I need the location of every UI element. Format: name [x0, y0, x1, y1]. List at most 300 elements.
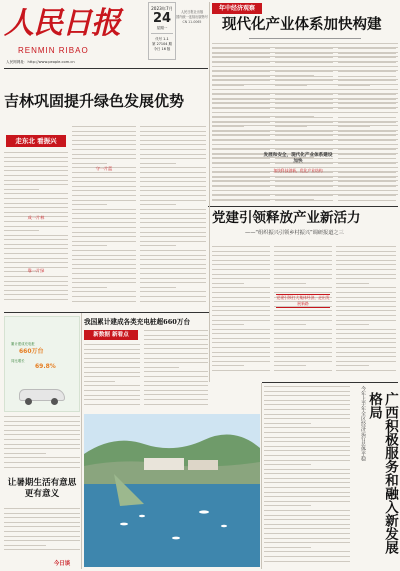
- text-line: [264, 391, 350, 392]
- text-line: [4, 425, 80, 426]
- text-line: [264, 515, 350, 516]
- text-line: [264, 469, 350, 470]
- text-line: [212, 195, 270, 196]
- text-line: [336, 255, 396, 256]
- text-line: [275, 177, 333, 178]
- text-line: [4, 517, 80, 518]
- text-line: [275, 89, 333, 90]
- lead-col-2: [72, 126, 136, 308]
- text-line: [336, 260, 396, 261]
- text-line: [338, 94, 396, 95]
- text-line: [275, 80, 333, 81]
- text-line: [274, 329, 332, 330]
- text-line: [338, 177, 396, 178]
- text-line: [264, 460, 350, 461]
- text-line: [275, 99, 333, 100]
- text-line: [336, 352, 396, 353]
- text-line: [4, 430, 80, 431]
- text-line: [212, 94, 270, 95]
- text-line: [4, 294, 68, 295]
- text-line: [4, 244, 68, 245]
- text-line: [336, 365, 369, 366]
- text-line: [264, 482, 350, 483]
- issue-line: 代号 1-1: [155, 36, 169, 41]
- issue-line: 今日 16 版: [153, 46, 171, 51]
- text-line: [212, 361, 270, 362]
- text-line: [338, 140, 396, 141]
- text-line: [212, 338, 270, 339]
- text-line: [72, 163, 107, 164]
- text-line: [4, 522, 80, 523]
- text-line: [338, 122, 396, 123]
- text-line: [212, 352, 270, 353]
- text-line: [338, 126, 370, 127]
- text-line: [274, 283, 306, 284]
- column-body: [4, 508, 80, 558]
- text-line: [4, 508, 80, 509]
- text-line: [275, 186, 333, 187]
- text-line: [212, 108, 270, 109]
- text-line: [275, 190, 333, 191]
- text-line: [338, 167, 370, 168]
- text-line: [72, 241, 136, 242]
- text-line: [4, 226, 68, 227]
- text-line: [212, 89, 270, 90]
- text-line: [72, 301, 136, 302]
- text-line: [212, 99, 270, 100]
- feature-col-2: [274, 246, 332, 376]
- text-line: [338, 190, 396, 191]
- text-line: [264, 501, 350, 502]
- text-line: [144, 371, 208, 372]
- text-line: [338, 48, 396, 49]
- text-line: [4, 198, 68, 199]
- text-line: [72, 149, 136, 150]
- text-line: [72, 250, 136, 251]
- text-line: [336, 251, 396, 252]
- text-line: [274, 356, 332, 357]
- text-line: [274, 320, 332, 321]
- text-line: [274, 246, 332, 247]
- text-line: [336, 287, 396, 288]
- text-line: [264, 561, 350, 562]
- text-line: [338, 99, 396, 100]
- text-line: [264, 441, 350, 442]
- text-line: [140, 154, 206, 155]
- text-line: [274, 333, 332, 334]
- text-line: [4, 290, 68, 291]
- text-line: [264, 386, 350, 387]
- text-line: [4, 157, 68, 158]
- text-line: [72, 140, 136, 141]
- article-column: [338, 48, 396, 206]
- text-line: [84, 390, 140, 391]
- text-line: [264, 478, 350, 479]
- text-line: [212, 144, 270, 145]
- text-line: [72, 209, 136, 210]
- text-line: [338, 71, 396, 72]
- text-line: [212, 264, 270, 265]
- text-line: [338, 135, 396, 136]
- masthead-url[interactable]: 人民网网址：http://www.people.com.cn: [6, 60, 75, 64]
- text-line: [144, 390, 208, 391]
- wheel-icon: [25, 398, 32, 405]
- text-line: [264, 409, 350, 410]
- section-tag: 年中经济观察: [212, 3, 262, 14]
- text-line: [212, 347, 270, 348]
- text-line: [264, 510, 350, 511]
- text-line: [264, 538, 350, 539]
- text-line: [264, 418, 350, 419]
- text-line: [264, 395, 350, 396]
- text-line: [275, 195, 333, 196]
- date-month: 2023年7月: [151, 6, 173, 11]
- text-line: [4, 416, 80, 417]
- text-line: [336, 278, 396, 279]
- text-line: [72, 278, 136, 279]
- date-day: 24: [152, 11, 172, 26]
- issue-line: 国内统一连续出版物号: [176, 15, 208, 19]
- text-line: [4, 193, 68, 194]
- text-line: [72, 131, 136, 132]
- mid-box-title[interactable]: 发展和安全，现代化产业体系建设加快: [263, 153, 333, 164]
- text-line: [72, 158, 136, 159]
- text-line: [84, 404, 140, 405]
- text-line: [336, 329, 396, 330]
- text-line: [338, 172, 396, 173]
- feature-headline[interactable]: 党建引领释放产业新活力: [212, 210, 361, 226]
- text-line: [4, 540, 80, 541]
- text-line: [338, 149, 396, 150]
- text-line: [212, 320, 270, 321]
- text-line: [144, 367, 179, 368]
- text-line: [264, 455, 350, 456]
- text-line: [72, 222, 136, 223]
- text-line: [338, 181, 396, 182]
- masthead-logo: 人民日报: [4, 6, 120, 41]
- text-line: [338, 158, 396, 159]
- mid-box-title2: 加快科技创新，优化产业结构: [273, 168, 323, 173]
- text-line: [72, 144, 136, 145]
- text-line: [275, 135, 333, 136]
- text-line: [275, 62, 333, 63]
- text-line: [140, 140, 206, 141]
- text-line: [338, 154, 396, 155]
- text-line: [336, 269, 396, 270]
- feature-col-1: [212, 246, 270, 376]
- text-line: [212, 48, 270, 49]
- text-line: [4, 299, 68, 300]
- text-line: [4, 285, 68, 286]
- text-line: [336, 324, 369, 325]
- text-line: [144, 348, 208, 349]
- text-line: [4, 549, 80, 550]
- text-line: [264, 542, 350, 543]
- text-line: [72, 291, 136, 292]
- text-line: [336, 320, 396, 321]
- issue-line: 人民日报社出版: [180, 10, 204, 14]
- text-line: [264, 487, 350, 488]
- infobox-graphic: [4, 316, 80, 412]
- text-line: [212, 370, 270, 371]
- column-footer: 今日谈: [53, 561, 71, 567]
- text-line: [72, 186, 136, 187]
- text-line: [212, 76, 270, 77]
- text-line: [4, 248, 68, 249]
- text-line: [264, 446, 350, 447]
- text-line: [4, 467, 80, 468]
- text-line: [144, 339, 208, 340]
- top-right-headline[interactable]: 现代化产业体系加快构建: [222, 16, 382, 33]
- text-line: [4, 203, 68, 204]
- text-line: [212, 251, 270, 252]
- text-line: [212, 246, 270, 247]
- text-line: [212, 310, 270, 311]
- text-line: [212, 278, 270, 279]
- text-line: [212, 255, 270, 256]
- text-line: [144, 399, 208, 400]
- text-line: [336, 338, 396, 339]
- text-line: [274, 264, 332, 265]
- text-line: [336, 301, 396, 302]
- text-line: [72, 232, 136, 233]
- text-line: [4, 276, 68, 277]
- text-line: [144, 394, 208, 395]
- vertical-headline[interactable]: 广西积极服务和融入新发展格局: [366, 392, 398, 554]
- text-line: [72, 204, 107, 205]
- text-line: [338, 53, 396, 54]
- text-line: [4, 434, 80, 435]
- text-line: [4, 180, 68, 181]
- text-line: [275, 112, 333, 113]
- text-line: [336, 292, 396, 293]
- infobox-headline[interactable]: 我国累计建成各类充电桩超660万台: [84, 318, 191, 326]
- text-line: [4, 207, 68, 208]
- text-line: [4, 239, 68, 240]
- text-line: [275, 117, 333, 118]
- text-line: [274, 251, 332, 252]
- feature-box[interactable]: 党建引领打大集体经济，走出发展新路: [276, 295, 330, 306]
- text-line: [4, 421, 80, 422]
- text-line: [144, 376, 208, 377]
- text-line: [4, 230, 39, 231]
- text-line: [212, 181, 270, 182]
- text-line: [144, 385, 208, 386]
- text-line: [84, 358, 140, 359]
- text-line: [72, 213, 136, 214]
- text-line: [336, 315, 396, 316]
- text-line: [274, 278, 332, 279]
- text-line: [212, 342, 270, 343]
- text-line: [336, 347, 396, 348]
- text-line: [275, 181, 333, 182]
- text-line: [274, 347, 332, 348]
- text-line: [84, 376, 140, 377]
- text-line: [274, 310, 332, 311]
- text-line: [264, 533, 350, 534]
- text-line: [84, 367, 140, 368]
- text-line: [336, 342, 396, 343]
- text-line: [212, 53, 270, 54]
- text-line: [144, 358, 208, 359]
- text-line: [264, 432, 350, 433]
- wheel-icon: [51, 398, 58, 405]
- text-line: [274, 255, 332, 256]
- text-line: [336, 274, 396, 275]
- vertical-side: 今年上半年全区经济运行总体平稳: [360, 386, 366, 461]
- text-line: [144, 335, 208, 336]
- infobox-stat2-value: 69.8%: [35, 363, 56, 370]
- text-line: [275, 144, 333, 145]
- text-line: [264, 492, 350, 493]
- text-line: [275, 71, 333, 72]
- text-line: [144, 330, 208, 331]
- text-line: [72, 135, 136, 136]
- lead-subhead: 靠一片绿: [27, 268, 45, 273]
- text-line: [72, 195, 136, 196]
- masthead-pinyin: RENMIN RIBAO: [18, 46, 89, 55]
- text-line: [212, 126, 244, 127]
- text-line: [4, 439, 80, 440]
- text-line: [212, 329, 270, 330]
- text-line: [4, 526, 80, 527]
- date-box: [148, 2, 176, 60]
- text-line: [336, 333, 396, 334]
- text-line: [72, 255, 136, 256]
- lead-headline[interactable]: 吉林巩固提升绿色发展优势: [4, 92, 185, 110]
- infobox-body: [84, 344, 140, 410]
- text-line: [140, 144, 206, 145]
- infobox-tag: 新数据 新看点: [84, 330, 138, 340]
- text-line: [72, 259, 136, 260]
- harbor-photo: [84, 414, 260, 567]
- text-line: [84, 353, 140, 354]
- text-line: [4, 221, 68, 222]
- text-line: [275, 66, 333, 67]
- text-line: [336, 306, 396, 307]
- lead-subhead: 守一片蓝: [95, 166, 113, 171]
- text-line: [212, 274, 270, 275]
- text-line: [72, 268, 136, 269]
- text-line: [274, 292, 332, 293]
- text-line: [4, 453, 46, 454]
- text-line: [212, 333, 270, 334]
- text-line: [275, 126, 307, 127]
- text-line: [212, 57, 270, 58]
- text-line: [275, 85, 307, 86]
- infobox-stat1-value: 660万台: [19, 348, 44, 355]
- text-line: [4, 253, 68, 254]
- text-line: [338, 76, 396, 77]
- text-line: [72, 236, 136, 237]
- text-line: [336, 361, 396, 362]
- text-line: [140, 135, 206, 136]
- text-line: [72, 296, 136, 297]
- feature-subtitle: ——“组织振兴引领乡村振兴”调研报道之三: [245, 230, 344, 236]
- text-line: [144, 353, 208, 354]
- text-line: [338, 144, 396, 145]
- text-line: [212, 365, 244, 366]
- text-line: [264, 473, 350, 474]
- text-line: [4, 262, 68, 263]
- text-line: [140, 149, 206, 150]
- text-line: [275, 140, 333, 141]
- text-line: [212, 103, 270, 104]
- text-line: [274, 287, 332, 288]
- text-line: [212, 269, 270, 270]
- text-line: [338, 89, 396, 90]
- text-line: [4, 444, 80, 445]
- text-line: [336, 356, 396, 357]
- text-line: [338, 186, 396, 187]
- text-line: [212, 167, 244, 168]
- column-headline[interactable]: 让暑期生活有意思更有意义: [7, 478, 77, 499]
- text-line: [212, 149, 270, 150]
- text-line: [72, 190, 136, 191]
- publisher-info: [176, 2, 208, 60]
- text-line: [336, 310, 396, 311]
- text-line: [212, 301, 270, 302]
- text-line: [264, 547, 311, 548]
- text-line: [72, 172, 136, 173]
- text-line: [212, 62, 270, 63]
- text-line: [274, 315, 332, 316]
- text-line: [338, 57, 396, 58]
- text-line: [338, 131, 396, 132]
- text-line: [72, 218, 136, 219]
- text-line: [212, 122, 270, 123]
- text-line: [275, 76, 333, 77]
- text-line: [212, 283, 244, 284]
- text-line: [72, 181, 136, 182]
- text-line: [144, 404, 208, 405]
- text-line: [4, 513, 80, 514]
- text-line: [264, 404, 350, 405]
- text-line: [140, 131, 206, 132]
- text-line: [336, 246, 396, 247]
- issue-line: 第 27104 期: [152, 41, 172, 46]
- text-line: [72, 126, 136, 127]
- infobox-stat2-label: 同比增长: [11, 359, 25, 363]
- text-line: [212, 190, 270, 191]
- text-line: [264, 423, 311, 424]
- text-line: [274, 365, 306, 366]
- text-line: [338, 195, 396, 196]
- text-line: [84, 349, 140, 350]
- text-line: [72, 282, 136, 283]
- text-line: [4, 235, 68, 236]
- text-line: [212, 80, 270, 81]
- column-tag: 走东北 看振兴: [6, 135, 66, 147]
- text-line: [212, 287, 270, 288]
- text-line: [274, 370, 332, 371]
- text-line: [212, 177, 270, 178]
- text-line: [4, 536, 80, 537]
- text-line: [212, 186, 270, 187]
- text-line: [4, 170, 68, 171]
- text-line: [275, 103, 333, 104]
- text-line: [72, 264, 136, 265]
- text-line: [72, 154, 136, 155]
- text-line: [4, 212, 68, 213]
- text-line: [338, 103, 396, 104]
- text-line: [212, 131, 270, 132]
- text-line: [275, 131, 333, 132]
- infobox-stat1-label: 累计建成充电桩: [11, 342, 35, 346]
- text-line: [264, 400, 350, 401]
- text-line: [4, 189, 39, 190]
- text-line: [275, 94, 333, 95]
